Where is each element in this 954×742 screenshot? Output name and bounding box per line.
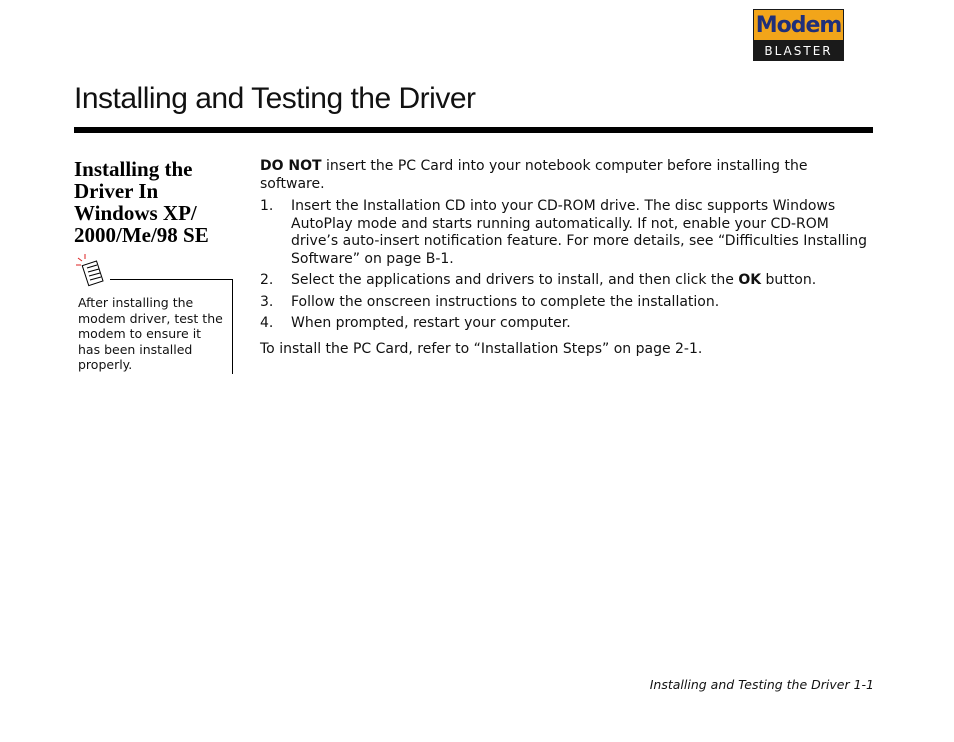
page-title: Installing and Testing the Driver xyxy=(74,82,476,115)
intro-paragraph xyxy=(260,158,872,193)
step-number: 1. xyxy=(260,198,274,214)
step-text: Insert the Installation CD into your CD-ROM drive. The disc supports Windows AutoPlay mode and starts running automatically. If not, enable your CD-ROM drive’s auto-insert notification feature. For more details, see “Difficulties Installing Software” on page B-1. xyxy=(291,198,868,267)
note-side-rule xyxy=(232,279,233,374)
ok-button-reference: OK xyxy=(738,272,762,288)
step-item xyxy=(260,198,872,268)
logo-top-text: Modem xyxy=(755,12,842,38)
modem-blaster-logo xyxy=(753,9,844,61)
step-text: When prompted, restart your computer. xyxy=(291,315,571,331)
section-heading: Installing the Driver In Windows XP/ 2000/Me/98 SE xyxy=(74,157,209,247)
note-top-rule xyxy=(110,279,233,280)
step-number: 3. xyxy=(260,293,274,310)
title-divider xyxy=(74,127,873,133)
logo-bottom-band xyxy=(754,41,843,61)
instructions-body xyxy=(260,158,872,358)
note-text: After installing the modem driver, test the modem to ensure it has been installed properly. xyxy=(78,295,223,372)
step-number: 4. xyxy=(260,315,274,331)
step-text-end: button. xyxy=(761,272,817,288)
step-item xyxy=(260,315,872,333)
memo-pad-icon xyxy=(76,254,110,288)
logo-bottom-text: BLASTER xyxy=(764,44,833,58)
step-text: Select the applications and drivers to install, and then click the xyxy=(291,272,739,288)
step-item xyxy=(260,272,872,290)
logo-top-band xyxy=(754,10,843,41)
steps-list xyxy=(260,198,872,333)
intro-emphasis: DO NOT xyxy=(260,158,322,174)
intro-text: insert the PC Card into your notebook computer before installing the software. xyxy=(260,158,808,192)
outro-paragraph: To install the PC Card, refer to “Installation Steps” on page 2-1. xyxy=(260,340,703,357)
step-item xyxy=(260,294,872,312)
page-footer: Installing and Testing the Driver 1-1 xyxy=(649,677,874,692)
step-number: 2. xyxy=(260,272,274,288)
step-text: Follow the onscreen instructions to complete the installation. xyxy=(291,293,720,310)
